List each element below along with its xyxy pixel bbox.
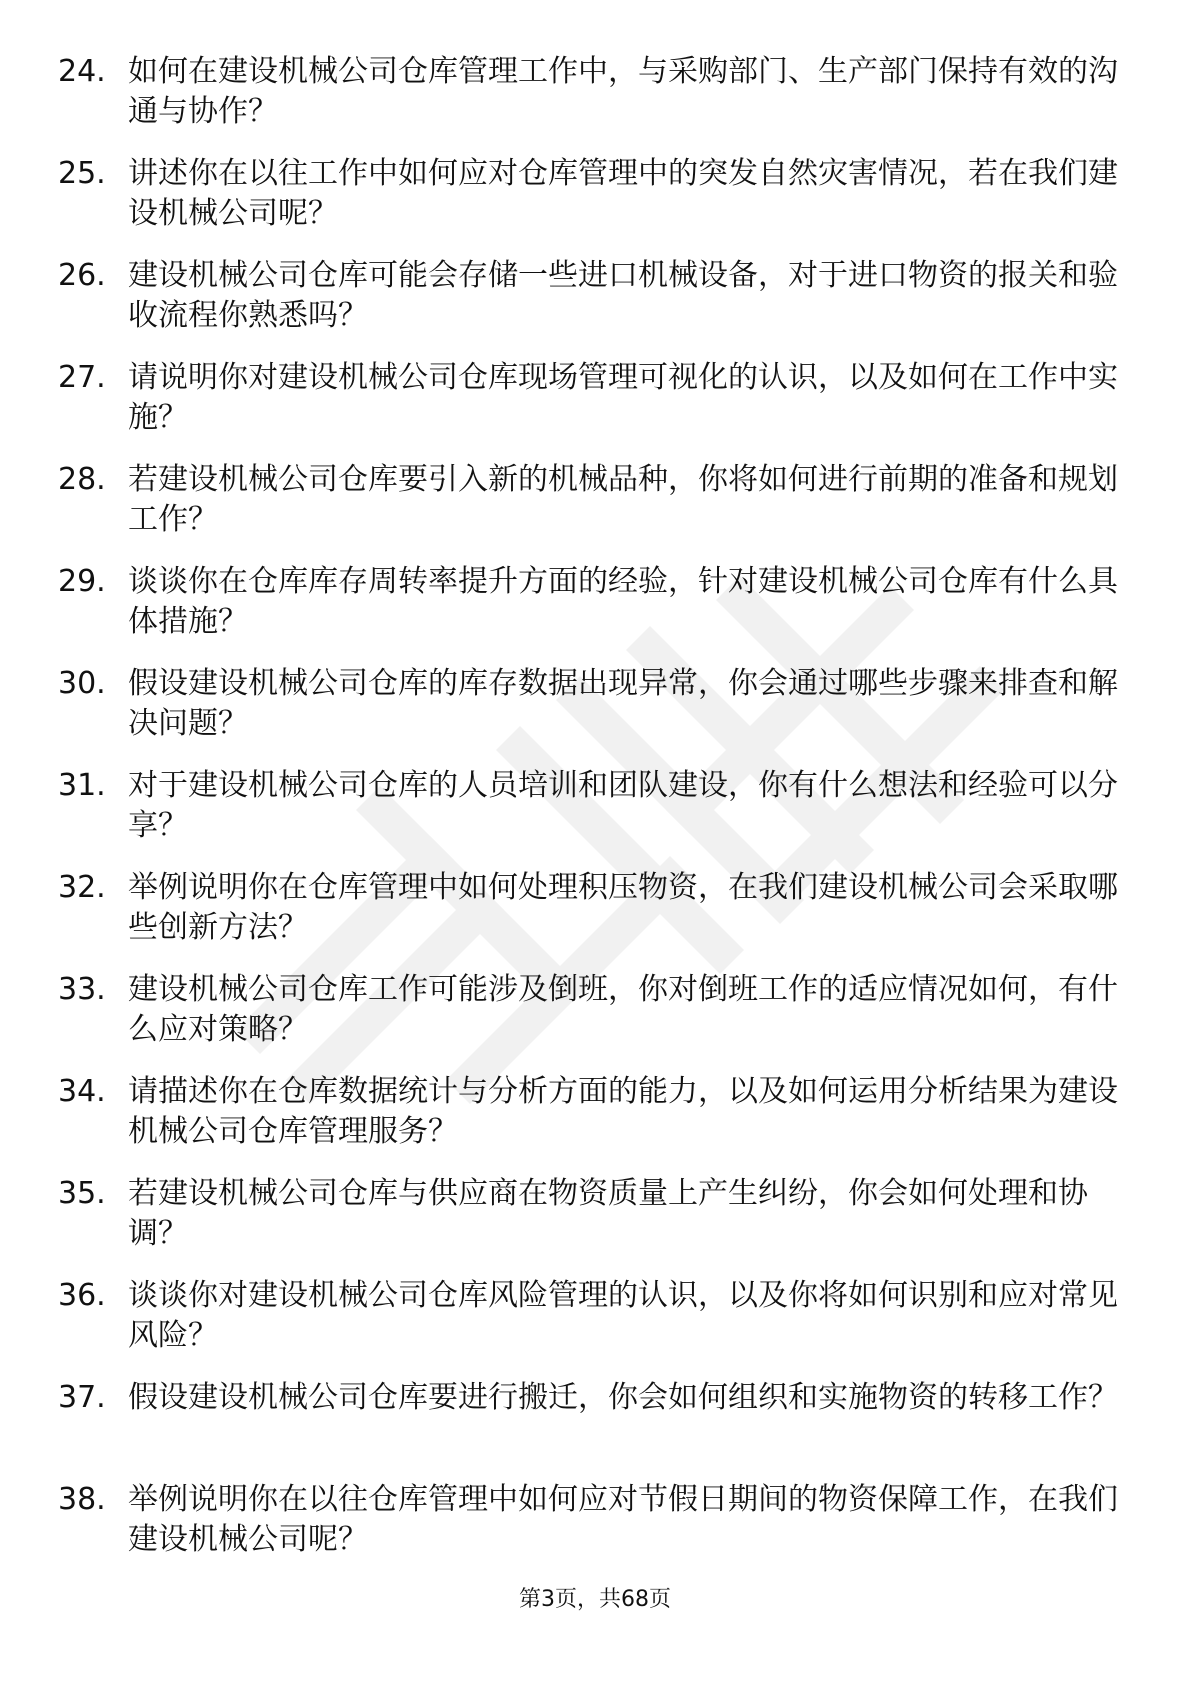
question-text: 举例说明你在仓库管理中如何处理积压物资，在我们建设机械公司会采取哪些创新方法？ — [128, 870, 1118, 945]
question-text: 请描述你在仓库数据统计与分析方面的能力，以及如何运用分析结果为建设机械公司仓库管理服务？ — [128, 1074, 1118, 1149]
question-item-35 — [0, 1174, 1190, 1276]
question-item-34 — [0, 1072, 1190, 1174]
question-item-24 — [0, 52, 1190, 154]
question-number: 31. — [58, 768, 106, 803]
question-number: 26. — [58, 258, 106, 293]
question-text: 请说明你对建设机械公司仓库现场管理可视化的认识，以及如何在工作中实施？ — [128, 360, 1118, 435]
question-text: 建设机械公司仓库可能会存储一些进口机械设备，对于进口物资的报关和验收流程你熟悉吗？ — [128, 258, 1118, 333]
page-footer: 第3页，共68页 — [519, 1587, 671, 1612]
question-text: 假设建设机械公司仓库要进行搬迁，你会如何组织和实施物资的转移工作？ — [128, 1380, 1118, 1415]
question-number: 36. — [58, 1278, 106, 1313]
question-number: 28. — [58, 462, 106, 497]
question-text: 若建设机械公司仓库要引入新的机械品种，你将如何进行前期的准备和规划工作？ — [128, 462, 1118, 537]
question-number: 38. — [58, 1482, 106, 1517]
question-item-33 — [0, 970, 1190, 1072]
question-list — [0, 52, 1190, 1582]
question-number: 35. — [58, 1176, 106, 1211]
question-text: 假设建设机械公司仓库的库存数据出现异常，你会通过哪些步骤来排查和解决问题？ — [128, 666, 1118, 741]
question-number: 24. — [58, 54, 106, 89]
question-item-29 — [0, 562, 1190, 664]
question-item-38 — [0, 1480, 1190, 1582]
question-item-36 — [0, 1276, 1190, 1378]
question-text: 举例说明你在以往仓库管理中如何应对节假日期间的物资保障工作，在我们建设机械公司呢？ — [128, 1482, 1118, 1557]
question-item-27 — [0, 358, 1190, 460]
question-number: 25. — [58, 156, 106, 191]
question-text: 如何在建设机械公司仓库管理工作中，与采购部门、生产部门保持有效的沟通与协作？ — [128, 54, 1118, 129]
question-item-31 — [0, 766, 1190, 868]
question-item-28 — [0, 460, 1190, 562]
question-item-26 — [0, 256, 1190, 358]
question-number: 30. — [58, 666, 106, 701]
question-item-30 — [0, 664, 1190, 766]
question-item-37 — [0, 1378, 1190, 1480]
question-number: 29. — [58, 564, 106, 599]
question-text: 若建设机械公司仓库与供应商在物资质量上产生纠纷，你会如何处理和协调？ — [128, 1176, 1088, 1251]
question-number: 33. — [58, 972, 106, 1007]
question-text: 对于建设机械公司仓库的人员培训和团队建设，你有什么想法和经验可以分享？ — [128, 768, 1118, 843]
question-text: 谈谈你对建设机械公司仓库风险管理的认识，以及你将如何识别和应对常见风险？ — [128, 1278, 1118, 1353]
question-item-25 — [0, 154, 1190, 256]
question-text: 讲述你在以往工作中如何应对仓库管理中的突发自然灾害情况，若在我们建设机械公司呢？ — [128, 156, 1118, 231]
question-number: 27. — [58, 360, 106, 395]
question-number: 32. — [58, 870, 106, 905]
question-text: 建设机械公司仓库工作可能涉及倒班，你对倒班工作的适应情况如何，有什么应对策略？ — [128, 972, 1118, 1047]
question-number: 37. — [58, 1380, 106, 1415]
question-item-32 — [0, 868, 1190, 970]
question-text: 谈谈你在仓库库存周转率提升方面的经验，针对建设机械公司仓库有什么具体措施？ — [128, 564, 1118, 639]
question-number: 34. — [58, 1074, 106, 1109]
